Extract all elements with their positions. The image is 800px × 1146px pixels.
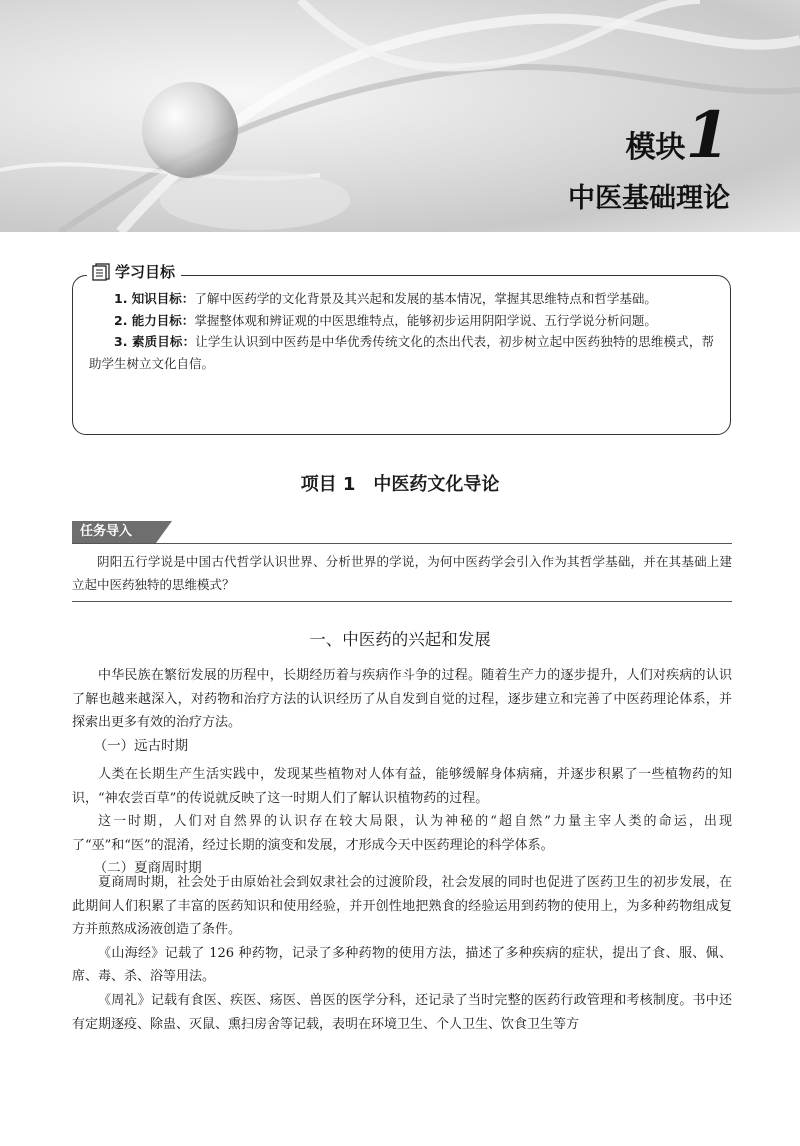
task-intro-bar xyxy=(72,521,732,544)
objective-item-quality xyxy=(89,331,714,374)
objective-item-ability xyxy=(89,310,714,332)
objective-text: 掌握整体观和辨证观的中医思维特点，能够初步运用阴阳学说、五行学说分析问题。 xyxy=(194,312,657,328)
objectives-header xyxy=(87,261,181,282)
objective-item-knowledge xyxy=(89,288,714,310)
task-tag-tail xyxy=(156,521,172,543)
module-label xyxy=(625,98,730,173)
task-divider xyxy=(72,601,732,602)
ancient-paragraph-1: 人类在长期生产生活实践中，发现某些植物对人体有益，能够缓解身体病痛，并逐步积累了一些植物药的知识，“神农尝百草”的传说就反映了这一时期人们了解认识植物药的过程。 xyxy=(72,767,732,806)
task-intro-tag: 任务导入 xyxy=(72,521,156,543)
objectives-title: 学习目标 xyxy=(115,263,176,281)
xsz-paragraph-1: 夏商周时期，社会处于由原始社会到奴隶社会的过渡阶段，社会发展的同时也促进了医药卫生的初步发展，在此期间人们积累了丰富的医药知识和使用经验，并开创性地把熟食的经验运用到药物的使用上，为多种药物组成复方并煎熬成汤液创造了条件。 xyxy=(72,875,732,938)
subheading-ancient: （一）远古时期 xyxy=(93,737,189,754)
section-heading: 一、中医药的兴起和发展 xyxy=(309,630,491,649)
objective-label: 2. 能力目标： xyxy=(114,312,195,328)
ancient-paragraph-2: 这一时期，人们对自然界的认识存在较大局限，认为神秘的“超自然”力量主宰人类的命运，出现了“巫”和“医”的混淆，经过长期的演变和发展，才形成今天中医药理论的科学体系。 xyxy=(72,814,732,853)
task-intro-text: 阴阳五行学说是中国古代哲学认识世界、分析世界的学说，为何中医药学会引入作为其哲学基础，并在其基础上建立起中医药独特的思维模式？ xyxy=(72,554,732,592)
module-banner xyxy=(0,0,800,232)
notebook-icon xyxy=(91,263,111,281)
module-number: 1 xyxy=(685,98,730,173)
xsz-paragraph-2: 《山海经》记载了 126 种药物，记录了多种药物的使用方法，描述了多种疾病的症状，提出了食、服、佩、席、毒、杀、浴等用法。 xyxy=(72,945,732,985)
subheading-xia-shang-zhou: （二）夏商周时期 xyxy=(93,860,202,877)
learning-objectives-box xyxy=(72,263,731,435)
xsz-block xyxy=(72,871,732,1036)
module-word: 模块 xyxy=(625,130,686,165)
objective-text: 了解中医药学的文化背景及其兴起和发展的基本情况，掌握其思维特点和哲学基础。 xyxy=(194,291,657,306)
objective-label: 1. 知识目标： xyxy=(114,291,195,306)
module-title: 中医基础理论 xyxy=(568,183,730,214)
project-title: 项目 1 中医药文化导论 xyxy=(300,474,500,495)
intro-block xyxy=(72,664,732,758)
objective-text: 让学生认识到中医药是中华优秀传统文化的杰出代表，初步树立起中医药独特的思维模式，帮助学生树立文化自信。 xyxy=(89,334,714,371)
xsz-paragraph-3: 《周礼》记载有食医、疾医、疡医、兽医的医学分科，还记录了当时完整的医药行政管理和考核制度。书中还有定期逐疫、除蛊、灭鼠、熏扫房舍等记载，表明在环境卫生、个人卫生、饮食卫生等方 xyxy=(72,992,732,1032)
objective-label: 3. 素质目标： xyxy=(114,334,196,349)
objectives-list xyxy=(89,288,714,374)
ancient-block xyxy=(72,763,732,881)
intro-paragraph: 中华民族在繁衍发展的历程中，长期经历着与疾病作斗争的过程。随着生产力的逐步提升，人们对疾病的认识了解也越来越深入，对药物和治疗方法的认识经历了从自发到自觉的过程，逐步建立和完善了中医药理论体系，并探索出更多有效的治疗方法。 xyxy=(72,668,732,731)
